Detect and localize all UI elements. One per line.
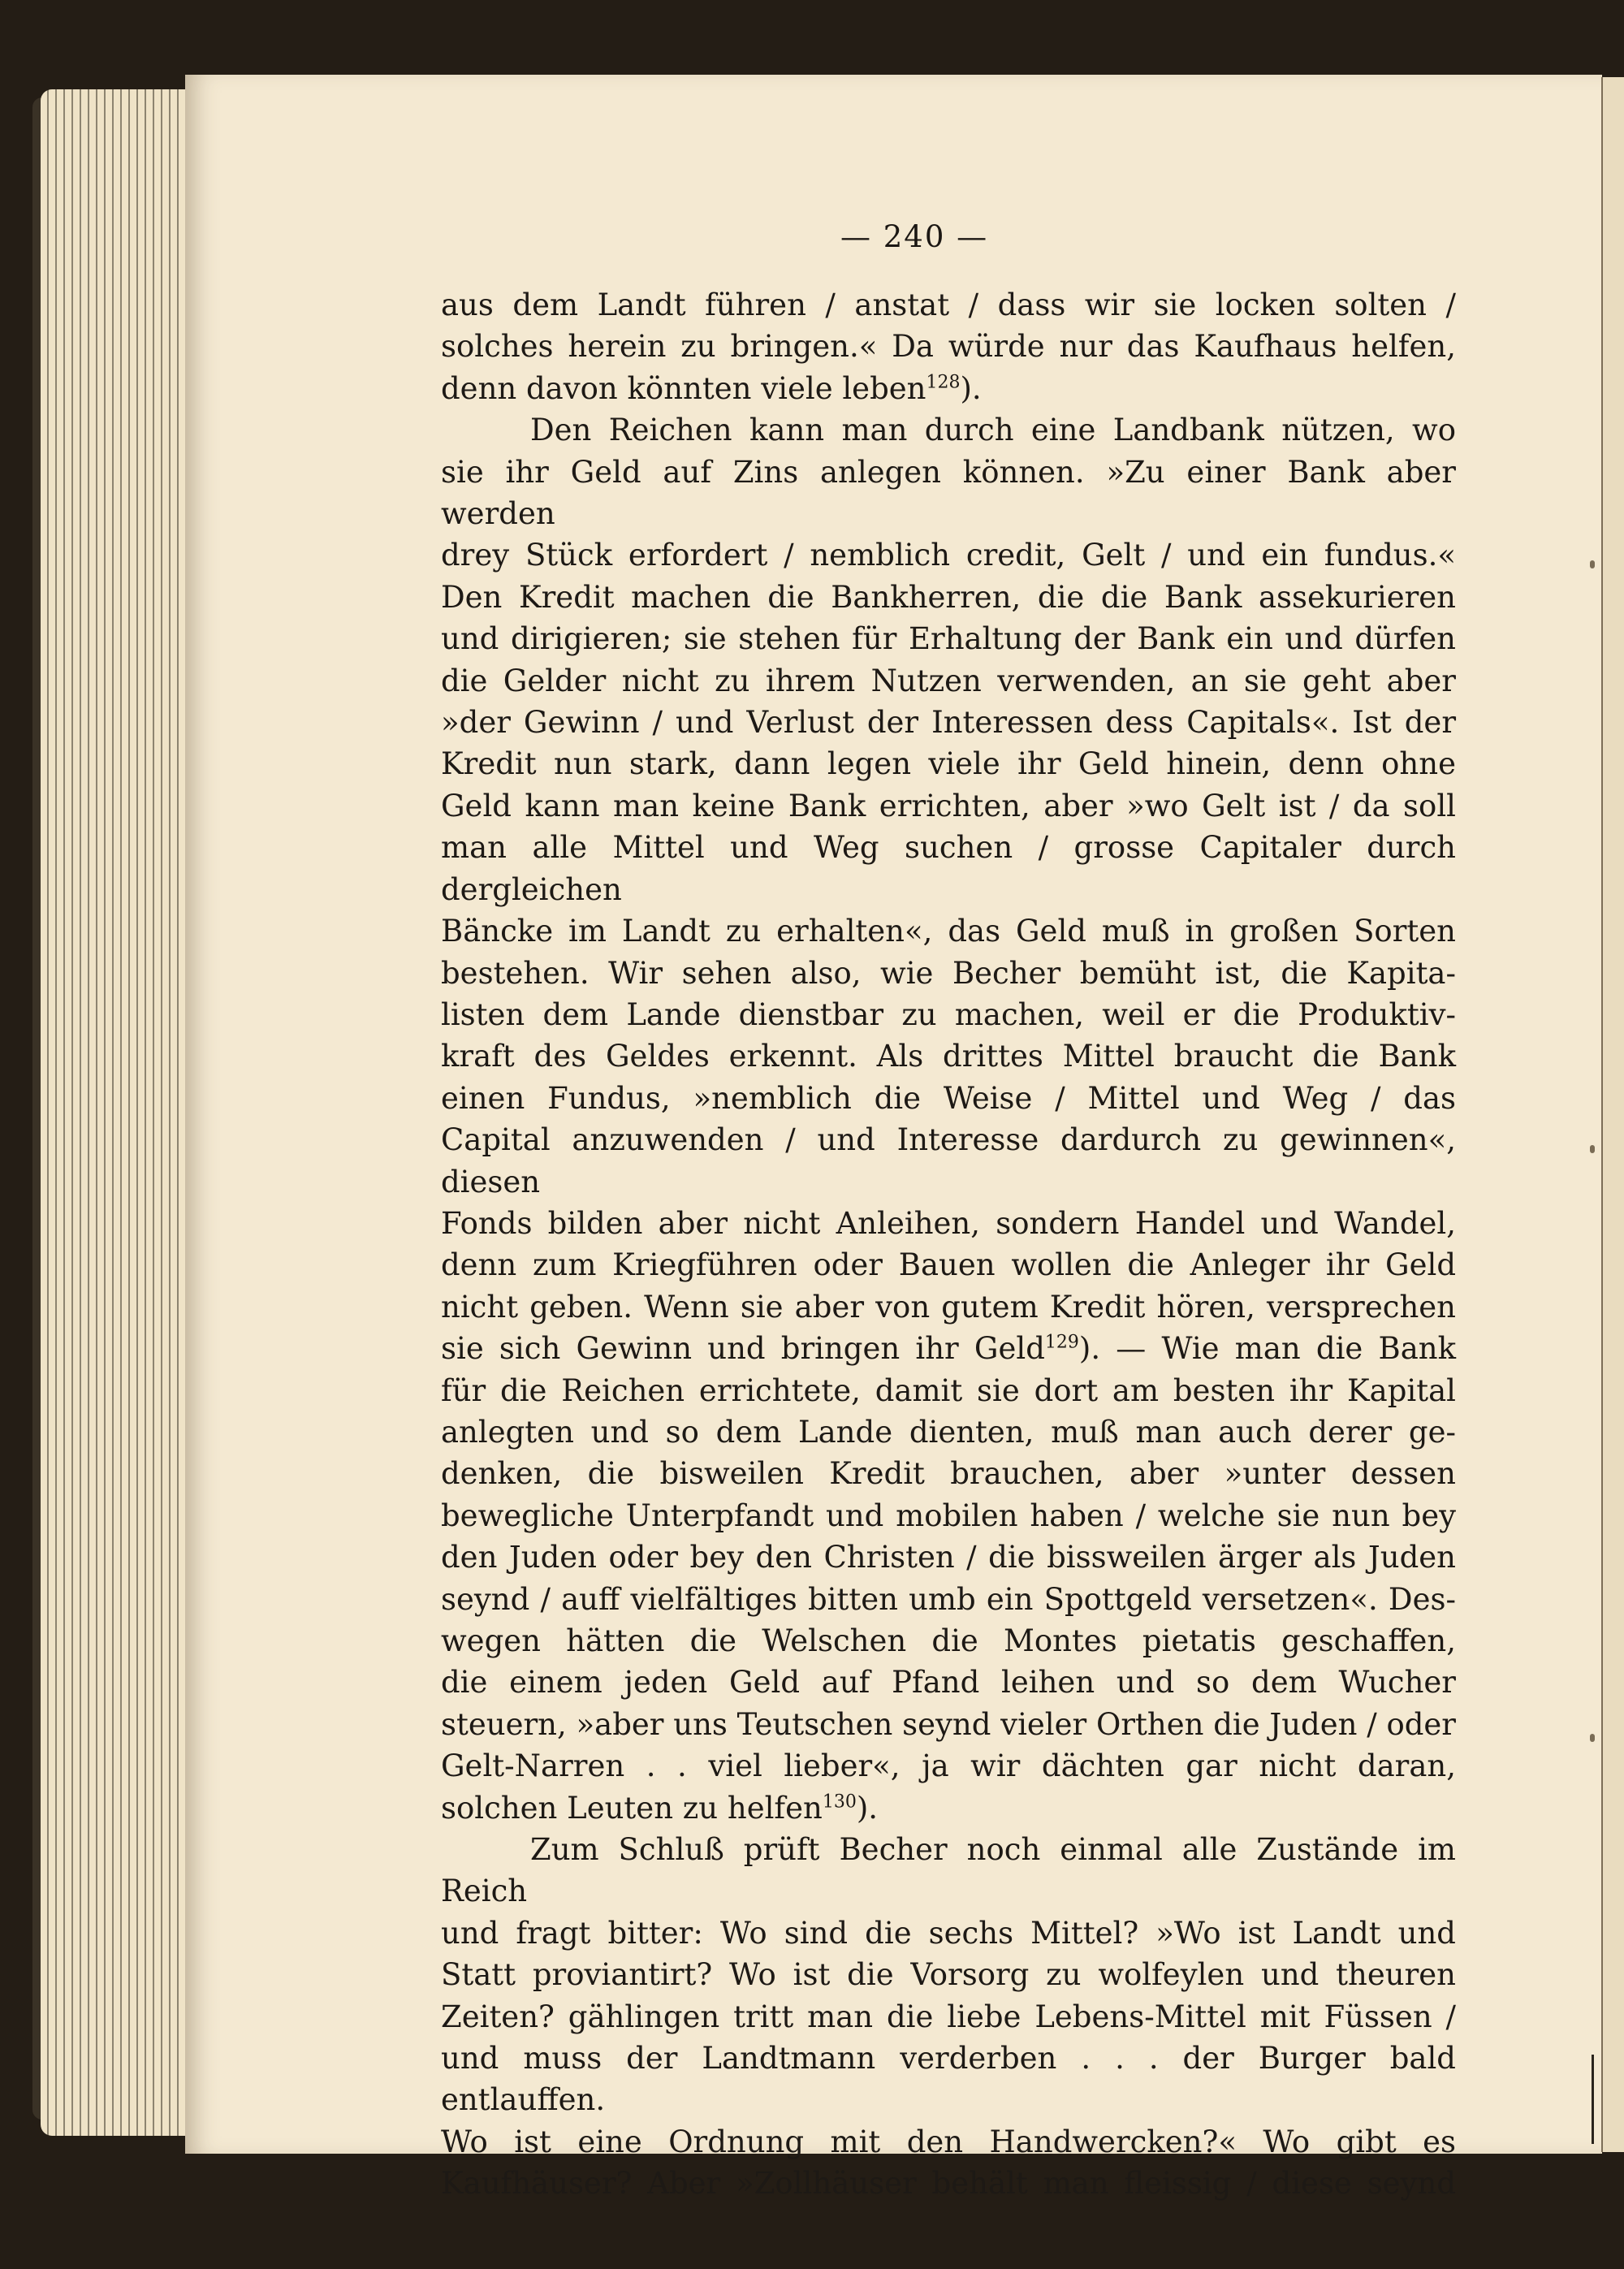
- body-text: [441, 284, 1456, 2205]
- page-number: — 240 —: [840, 219, 989, 254]
- margin-mark: [1590, 560, 1595, 568]
- text-line: Kaufhäuser? Aber »Zollhäuser behält man fleissig / diese seynd: [441, 2166, 1456, 2202]
- text-line: man alle Mittel und Weg suchen / grosse Capitaler durch dergleichen: [441, 830, 1456, 907]
- footnote-ref[interactable]: 128: [926, 372, 961, 393]
- text-line: denken, die bisweilen Kredit brauchen, aber »unter dessen: [441, 1456, 1456, 1492]
- text-line: bewegliche Unterpfandt und mobilen haben / welche sie nun bey: [441, 1498, 1456, 1533]
- text-line: seynd / auff vielfältiges bitten umb ein Spottgeld versetzen«. Des-: [441, 1581, 1456, 1617]
- text-line: Capital anzuwenden / und Interesse dardurch zu gewinnen«, diesen: [441, 1122, 1456, 1199]
- text-line: Fonds bilden aber nicht Anleihen, sondern Handel und Wandel,: [441, 1205, 1456, 1241]
- text-line: für die Reichen errichtete, damit sie dort am besten ihr Kapital: [441, 1372, 1456, 1408]
- text-line: und fragt bitter: Wo sind die sechs Mittel? »Wo ist Landt und: [441, 1915, 1456, 1951]
- text-line: wegen hätten die Welschen die Montes pietatis geschaffen,: [441, 1623, 1456, 1658]
- text-line: die einem jeden Geld auf Pfand leihen und so dem Wucher: [441, 1665, 1456, 1701]
- text-line: bestehen. Wir sehen also, wie Becher bemüht ist, die Kapita-: [441, 955, 1456, 991]
- text-line: aus dem Landt führen / anstat / dass wir sie locken solten /: [441, 287, 1456, 322]
- text-line: Zum Schluß prüft Becher noch einmal alle Zustände im Reich: [441, 1832, 1456, 1909]
- text-line: solches herein zu bringen.« Da würde nur das Kaufhaus helfen,: [441, 329, 1456, 365]
- text-line: Statt proviantirt? Wo ist die Vorsorg zu wolfeylen und theuren: [441, 1957, 1456, 1993]
- text-line: Zeiten? gählingen tritt man die liebe Lebens-Mittel mit Füssen /: [441, 1999, 1456, 2034]
- footnote-ref[interactable]: 129: [1044, 1332, 1079, 1353]
- next-page-edge: [1601, 77, 1624, 2152]
- margin-mark: [1590, 1145, 1595, 1153]
- text-line: sie sich Gewinn und bringen ihr Geld$^{129}$). — Wie man die Bank: [441, 1331, 1457, 1367]
- text-line: Bäncke im Landt zu erhalten«, das Geld muß in großen Sorten: [441, 914, 1456, 949]
- text-line: Kredit nun stark, dann legen viele ihr Geld hinein, denn ohne: [441, 746, 1456, 782]
- text-line: denn davon könnten viele leben$^{128}$).: [441, 370, 982, 406]
- text-line: und muss der Landtmann verderben . . . der Burger bald entlauffen.: [441, 2041, 1456, 2118]
- text-line: listen dem Lande dienstbar zu machen, weil er die Produktiv-: [441, 996, 1456, 1032]
- text-line: Den Kredit machen die Bankherren, die die Bank assekurieren: [441, 579, 1456, 615]
- page-edges-stack: [41, 89, 195, 2136]
- margin-mark: [1590, 1734, 1595, 1742]
- text-line: kraft des Geldes erkennt. Als drittes Mittel braucht die Bank: [441, 1039, 1456, 1074]
- text-line: drey Stück erfordert / nemblich credit, Gelt / und ein fundus.«: [441, 538, 1456, 573]
- text-line: Geld kann man keine Bank errichten, aber »wo Gelt ist / da soll: [441, 788, 1456, 823]
- text-line: solchen Leuten zu helfen$^{130}$).: [441, 1790, 879, 1826]
- text-line: einen Fundus, »nemblich die Weise / Mittel und Weg / das: [441, 1080, 1456, 1116]
- text-line: Gelt-Narren . . viel lieber«, ja wir dächten gar nicht daran,: [441, 1748, 1456, 1784]
- text-line: sie ihr Geld auf Zins anlegen können. »Zu einer Bank aber werden: [441, 454, 1456, 532]
- text-line: steuern, »aber uns Teutschen seynd vieler Orthen die Juden / oder: [441, 1706, 1456, 1742]
- text-line: und dirigieren; sie stehen für Erhaltung der Bank ein und dürfen: [441, 621, 1456, 657]
- text-line: Den Reichen kann man durch eine Landbank nützen, wo: [530, 413, 1456, 448]
- text-line: anlegten und so dem Lande dienten, muß man auch derer ge-: [441, 1414, 1456, 1450]
- text-line: »der Gewinn / und Verlust der Interessen dess Capitals«. Ist der: [441, 705, 1456, 741]
- text-line: die Gelder nicht zu ihrem Nutzen verwenden, an sie geht aber: [441, 663, 1456, 698]
- footnote-ref[interactable]: 130: [822, 1791, 857, 1813]
- text-line: nicht geben. Wenn sie aber von gutem Kredit hören, versprechen: [441, 1289, 1456, 1325]
- page-cut-line: [1592, 2055, 1594, 2144]
- text-line: Wo ist eine Ordnung mit den Handwercken?« Wo gibt es: [441, 2124, 1456, 2159]
- text-line: den Juden oder bey den Christen / die bissweilen ärger als Juden: [441, 1540, 1456, 1575]
- text-line: denn zum Kriegführen oder Bauen wollen die Anleger ihr Geld: [441, 1247, 1456, 1283]
